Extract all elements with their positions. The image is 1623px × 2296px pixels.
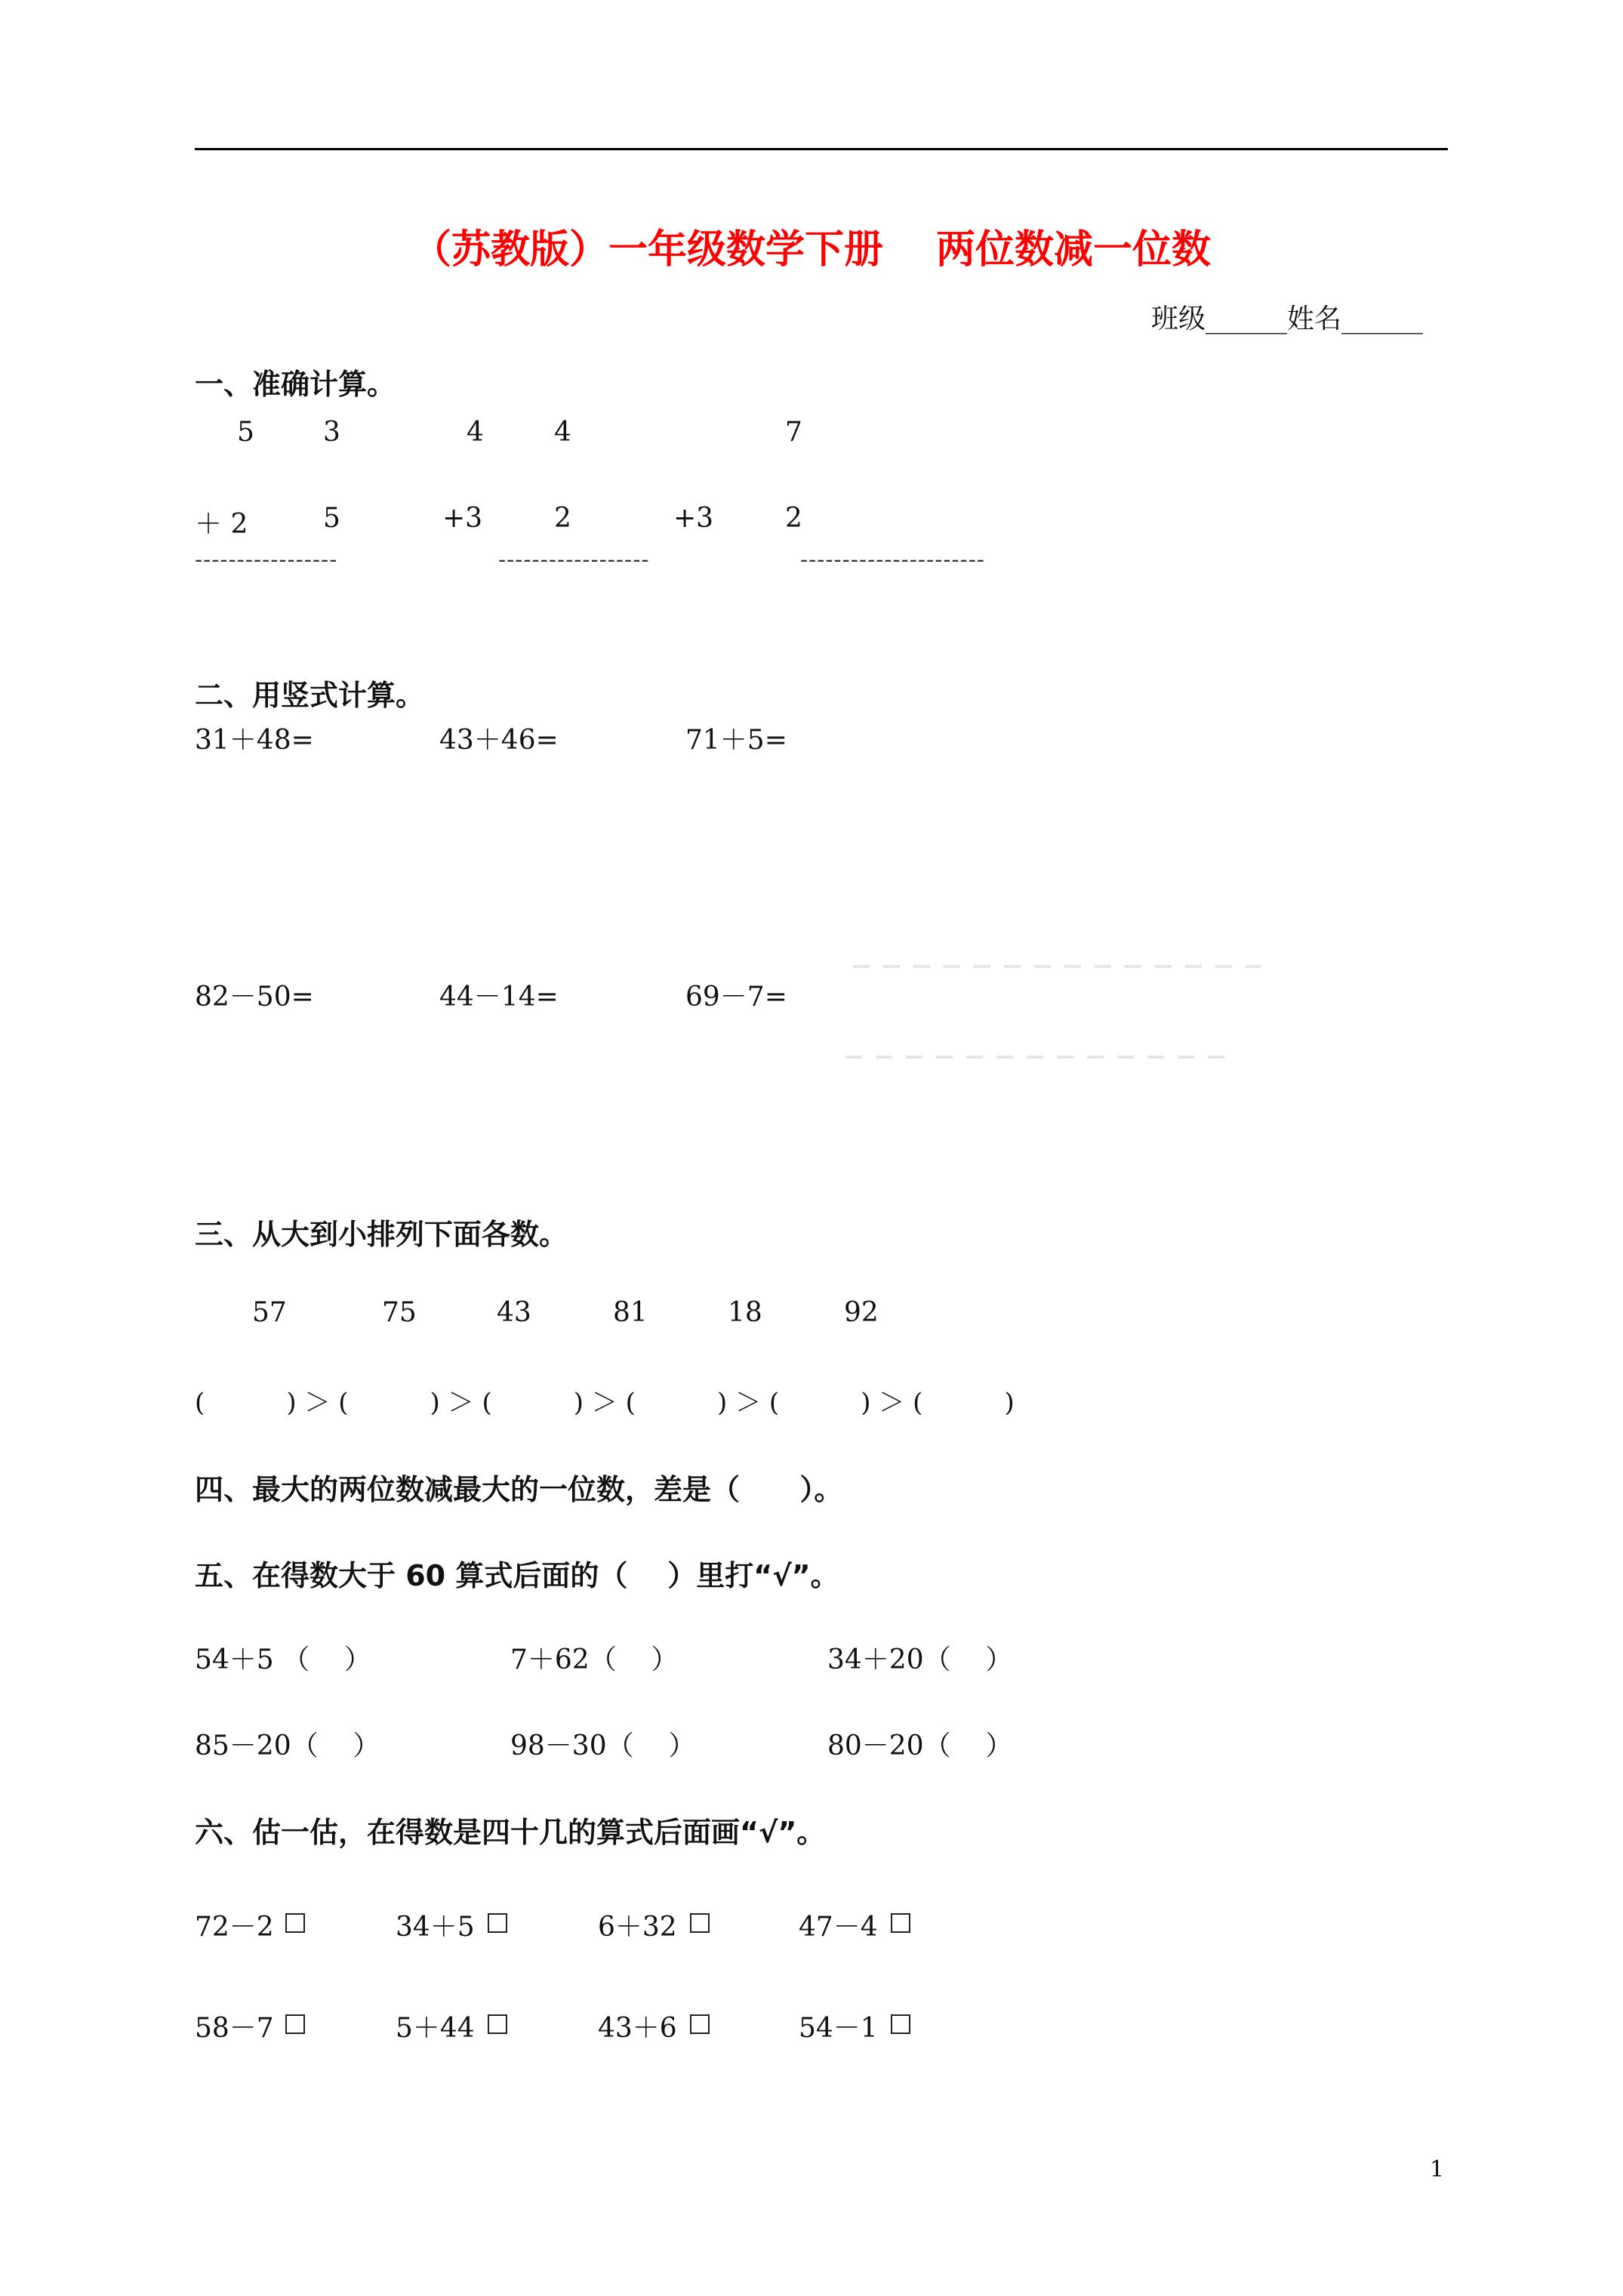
checkbox-square[interactable]: [891, 2014, 910, 2034]
s5-item-1: 54＋5 （ ）: [195, 1644, 371, 1675]
header-rule: [195, 148, 1448, 150]
checkbox-square[interactable]: [285, 2014, 305, 2034]
s1-top-3: 4: [467, 417, 484, 448]
s3-number-2: 75: [382, 1297, 417, 1328]
s6-item-8: 54－1: [799, 2013, 878, 2044]
section6-heading: 六、估一估，在得数是四十几的算式后面画“√”。: [195, 1816, 826, 1849]
s1-bottom-2: 5: [323, 503, 340, 534]
checkbox-square[interactable]: [690, 1913, 710, 1933]
s6-item-2: 34＋5: [396, 1912, 475, 1943]
s3-number-1: 57: [252, 1297, 287, 1328]
s1-line-2: ------------------: [498, 547, 650, 573]
checkbox-square[interactable]: [285, 1913, 305, 1933]
s1-top-1: 5: [237, 417, 254, 448]
checkbox-square[interactable]: [488, 1913, 507, 1933]
s1-bottom-3: +3: [442, 503, 483, 534]
s2-problem-4: 82－50=: [195, 982, 314, 1012]
s6-item-7: 43＋6: [598, 2013, 677, 2044]
faint-scan-artifact: [845, 1056, 1230, 1059]
page-title: [0, 217, 1623, 274]
checkbox-square[interactable]: [891, 1913, 910, 1933]
s1-top-2: 3: [323, 417, 340, 448]
section3-heading: 三、从大到小排列下面各数。: [195, 1218, 568, 1251]
class-name-fields: 班级______姓名______: [1151, 304, 1424, 334]
s5-item-5: 98－30（ ）: [510, 1730, 696, 1761]
section5-heading: 五、在得数大于 60 算式后面的（ ）里打“√”。: [195, 1559, 839, 1592]
s3-order-row: ( ) ＞ ( ) ＞ ( ) ＞ ( ) ＞ ( ) ＞ ( ): [195, 1388, 1015, 1418]
section2-heading: 二、用竖式计算。: [195, 679, 425, 712]
section1-heading: 一、准确计算。: [195, 368, 396, 401]
checkbox-square[interactable]: [488, 2014, 507, 2034]
s1-bottom-1: ＋ 2: [195, 509, 248, 540]
s3-number-6: 92: [844, 1297, 879, 1328]
s1-top-5: 7: [785, 417, 802, 448]
s5-item-6: 80－20（ ）: [827, 1730, 1013, 1761]
s2-problem-6: 69－7=: [685, 982, 787, 1012]
s5-item-4: 85－20（ ）: [195, 1730, 380, 1761]
s3-number-5: 18: [728, 1297, 762, 1328]
s5-item-3: 34＋20（ ）: [827, 1644, 1013, 1675]
s2-problem-5: 44－14=: [439, 982, 559, 1012]
s2-problem-3: 71＋5=: [685, 725, 787, 756]
s6-item-1: 72－2: [195, 1912, 274, 1943]
title-left: （苏教版）一年级数学下册: [411, 227, 883, 273]
faint-scan-artifact: [853, 965, 1261, 968]
s1-bottom-4: 2: [554, 503, 571, 534]
s3-number-3: 43: [497, 1297, 531, 1328]
s6-item-3: 6＋32: [598, 1912, 677, 1943]
s2-problem-2: 43＋46=: [439, 725, 559, 756]
title-right: 两位数减一位数: [936, 227, 1212, 273]
page-number: 1: [1430, 2156, 1445, 2183]
s6-item-5: 58－7: [195, 2013, 274, 2044]
s5-item-2: 7＋62（ ）: [510, 1644, 679, 1675]
s1-bottom-5: +3: [673, 503, 714, 534]
s6-item-6: 5＋44: [396, 2013, 475, 2044]
s6-item-4: 47－4: [799, 1912, 878, 1943]
s2-problem-1: 31＋48=: [195, 725, 314, 756]
s1-bottom-6: 2: [785, 503, 802, 534]
section4-heading: 四、最大的两位数减最大的一位数，差是（ ）。: [195, 1473, 843, 1506]
s1-line-3: ----------------------: [800, 547, 986, 573]
s1-line-1: -----------------: [195, 547, 338, 573]
s1-top-4: 4: [554, 417, 571, 448]
s3-number-4: 81: [613, 1297, 648, 1328]
checkbox-square[interactable]: [690, 2014, 710, 2034]
